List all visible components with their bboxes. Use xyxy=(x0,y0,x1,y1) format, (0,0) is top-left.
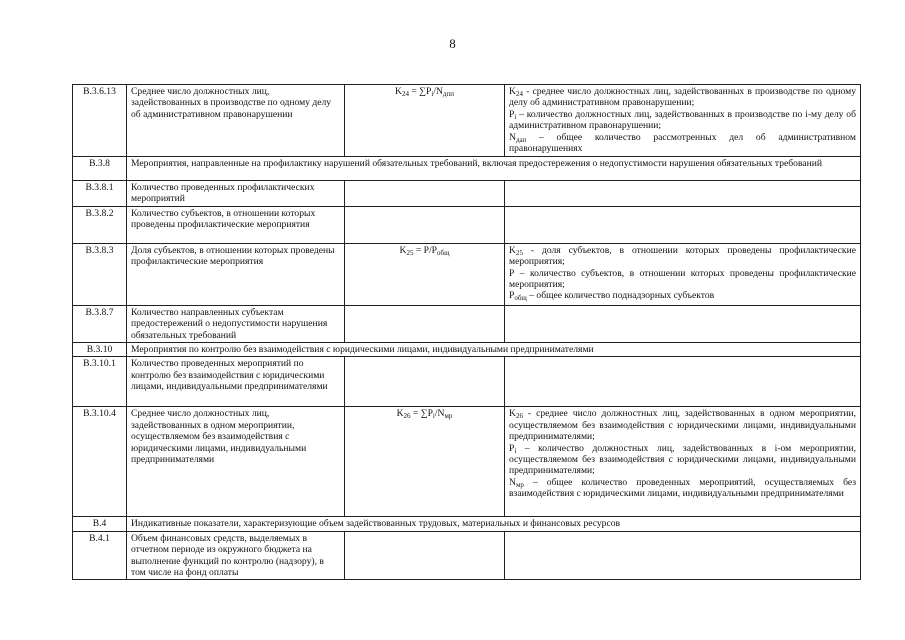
row-code: В.4.1 xyxy=(73,531,127,580)
table-row xyxy=(73,305,861,342)
row-description xyxy=(505,181,861,207)
row-code: В.3.10.4 xyxy=(73,407,127,517)
row-code: В.3.8.3 xyxy=(73,243,127,305)
row-name: Количество проведенных профилактических мероприятий xyxy=(127,181,345,207)
section-code: В.4 xyxy=(73,517,127,531)
table-row xyxy=(73,357,861,407)
section-title: Индикативные показатели, характеризующие объем задействованных трудовых, материальных и финансовых ресурсов xyxy=(127,517,861,531)
section-row xyxy=(73,343,861,357)
section-row xyxy=(73,517,861,531)
row-description xyxy=(505,305,861,342)
row-formula xyxy=(345,206,505,243)
row-code: В.3.8.1 xyxy=(73,181,127,207)
row-name: Количество направленных субъектам предостережений о недопустимости нарушения обязательных требований xyxy=(127,305,345,342)
page-number: 8 xyxy=(449,36,456,51)
row-code: В.3.10.1 xyxy=(73,357,127,407)
row-description xyxy=(505,357,861,407)
table-row xyxy=(73,407,861,517)
row-code: В.3.6.13 xyxy=(73,85,127,157)
row-formula: $K_{26} = \sum P_i/N_{мр}$ xyxy=(345,407,505,517)
row-description: $K_{25}$ - доля субъектов, в отношении которых проведены профилактические мероприятия; P – количество субъектов, в отношении которых проведены профилактические мероприятия; $P_{общ}$ – общее количество поднадзорных субъектов xyxy=(505,243,861,305)
row-description xyxy=(505,531,861,580)
row-formula: $K_{24} = \sum P_i/N_{дпп}$ xyxy=(345,85,505,157)
row-formula xyxy=(345,181,505,207)
row-code: В.3.8.7 xyxy=(73,305,127,342)
table-row xyxy=(73,181,861,207)
row-formula: $K_{25} = P/P_{общ}$ xyxy=(345,243,505,305)
section-title: Мероприятия, направленные на профилактику нарушений обязательных требований, включая предостережения о недопустимости нарушения обязательных требований xyxy=(127,157,861,181)
row-formula xyxy=(345,357,505,407)
row-description xyxy=(505,206,861,243)
section-code: В.3.8 xyxy=(73,157,127,181)
row-name: Объем финансовых средств, выделяемых в отчетном периоде из окружного бюджета на выполнение функций по контролю (надзору), в том числе на фонд оплаты xyxy=(127,531,345,580)
row-name: Среднее число должностных лиц, задействованных в одном мероприятии, осуществляемом без взаимодействия с юридическими лицами, индивидуальными предпринимателями xyxy=(127,407,345,517)
table-row xyxy=(73,206,861,243)
row-name: Количество субъектов, в отношении которых проведены профилактические мероприятия xyxy=(127,206,345,243)
row-description: $K_{24}$ - среднее число должностных лиц, задействованных в производстве по одному делу об административном правонарушении; $P_i$ – количество должностных лиц, задействованных в производстве по i-му делу об административном правонарушении; $N_{дап}$ – общее количество рассмотренных дел об административном правонарушениях xyxy=(505,85,861,157)
section-code: В.3.10 xyxy=(73,343,127,357)
section-title: Мероприятия по контролю без взаимодействия с юридическими лицами, индивидуальными предпринимателями xyxy=(127,343,861,357)
row-name: Доля субъектов, в отношении которых проведены профилактические мероприятия xyxy=(127,243,345,305)
row-description: $K_{26}$ - среднее число должностных лиц, задействованных в одном мероприятии, осуществляемом без взаимодействия с юридическими лицами, индивидуальными предпринимателями; $P_i$ – количество должностных лиц, задействованных в i-ом мероприятии, осуществляемом без взаимодействия с юридическими лицами, индивидуальными предпринимателями; $N_{мр}$ – общее количество проведенных мероприятий, осуществляемых без взаимодействия с юридическими лицами, индивидуальными предпринимателями xyxy=(505,407,861,517)
row-name: Количество проведенных мероприятий по контролю без взаимодействия с юридическими лицами, индивидуальными предпринимателями xyxy=(127,357,345,407)
section-row xyxy=(73,157,861,181)
row-name: Среднее число должностных лиц, задействованных в производстве по одному делу об административном правонарушении xyxy=(127,85,345,157)
table-row xyxy=(73,243,861,305)
table-row xyxy=(73,531,861,580)
table-row xyxy=(73,85,861,157)
row-formula xyxy=(345,305,505,342)
indicators-table xyxy=(72,84,861,580)
row-code: В.3.8.2 xyxy=(73,206,127,243)
row-formula xyxy=(345,531,505,580)
